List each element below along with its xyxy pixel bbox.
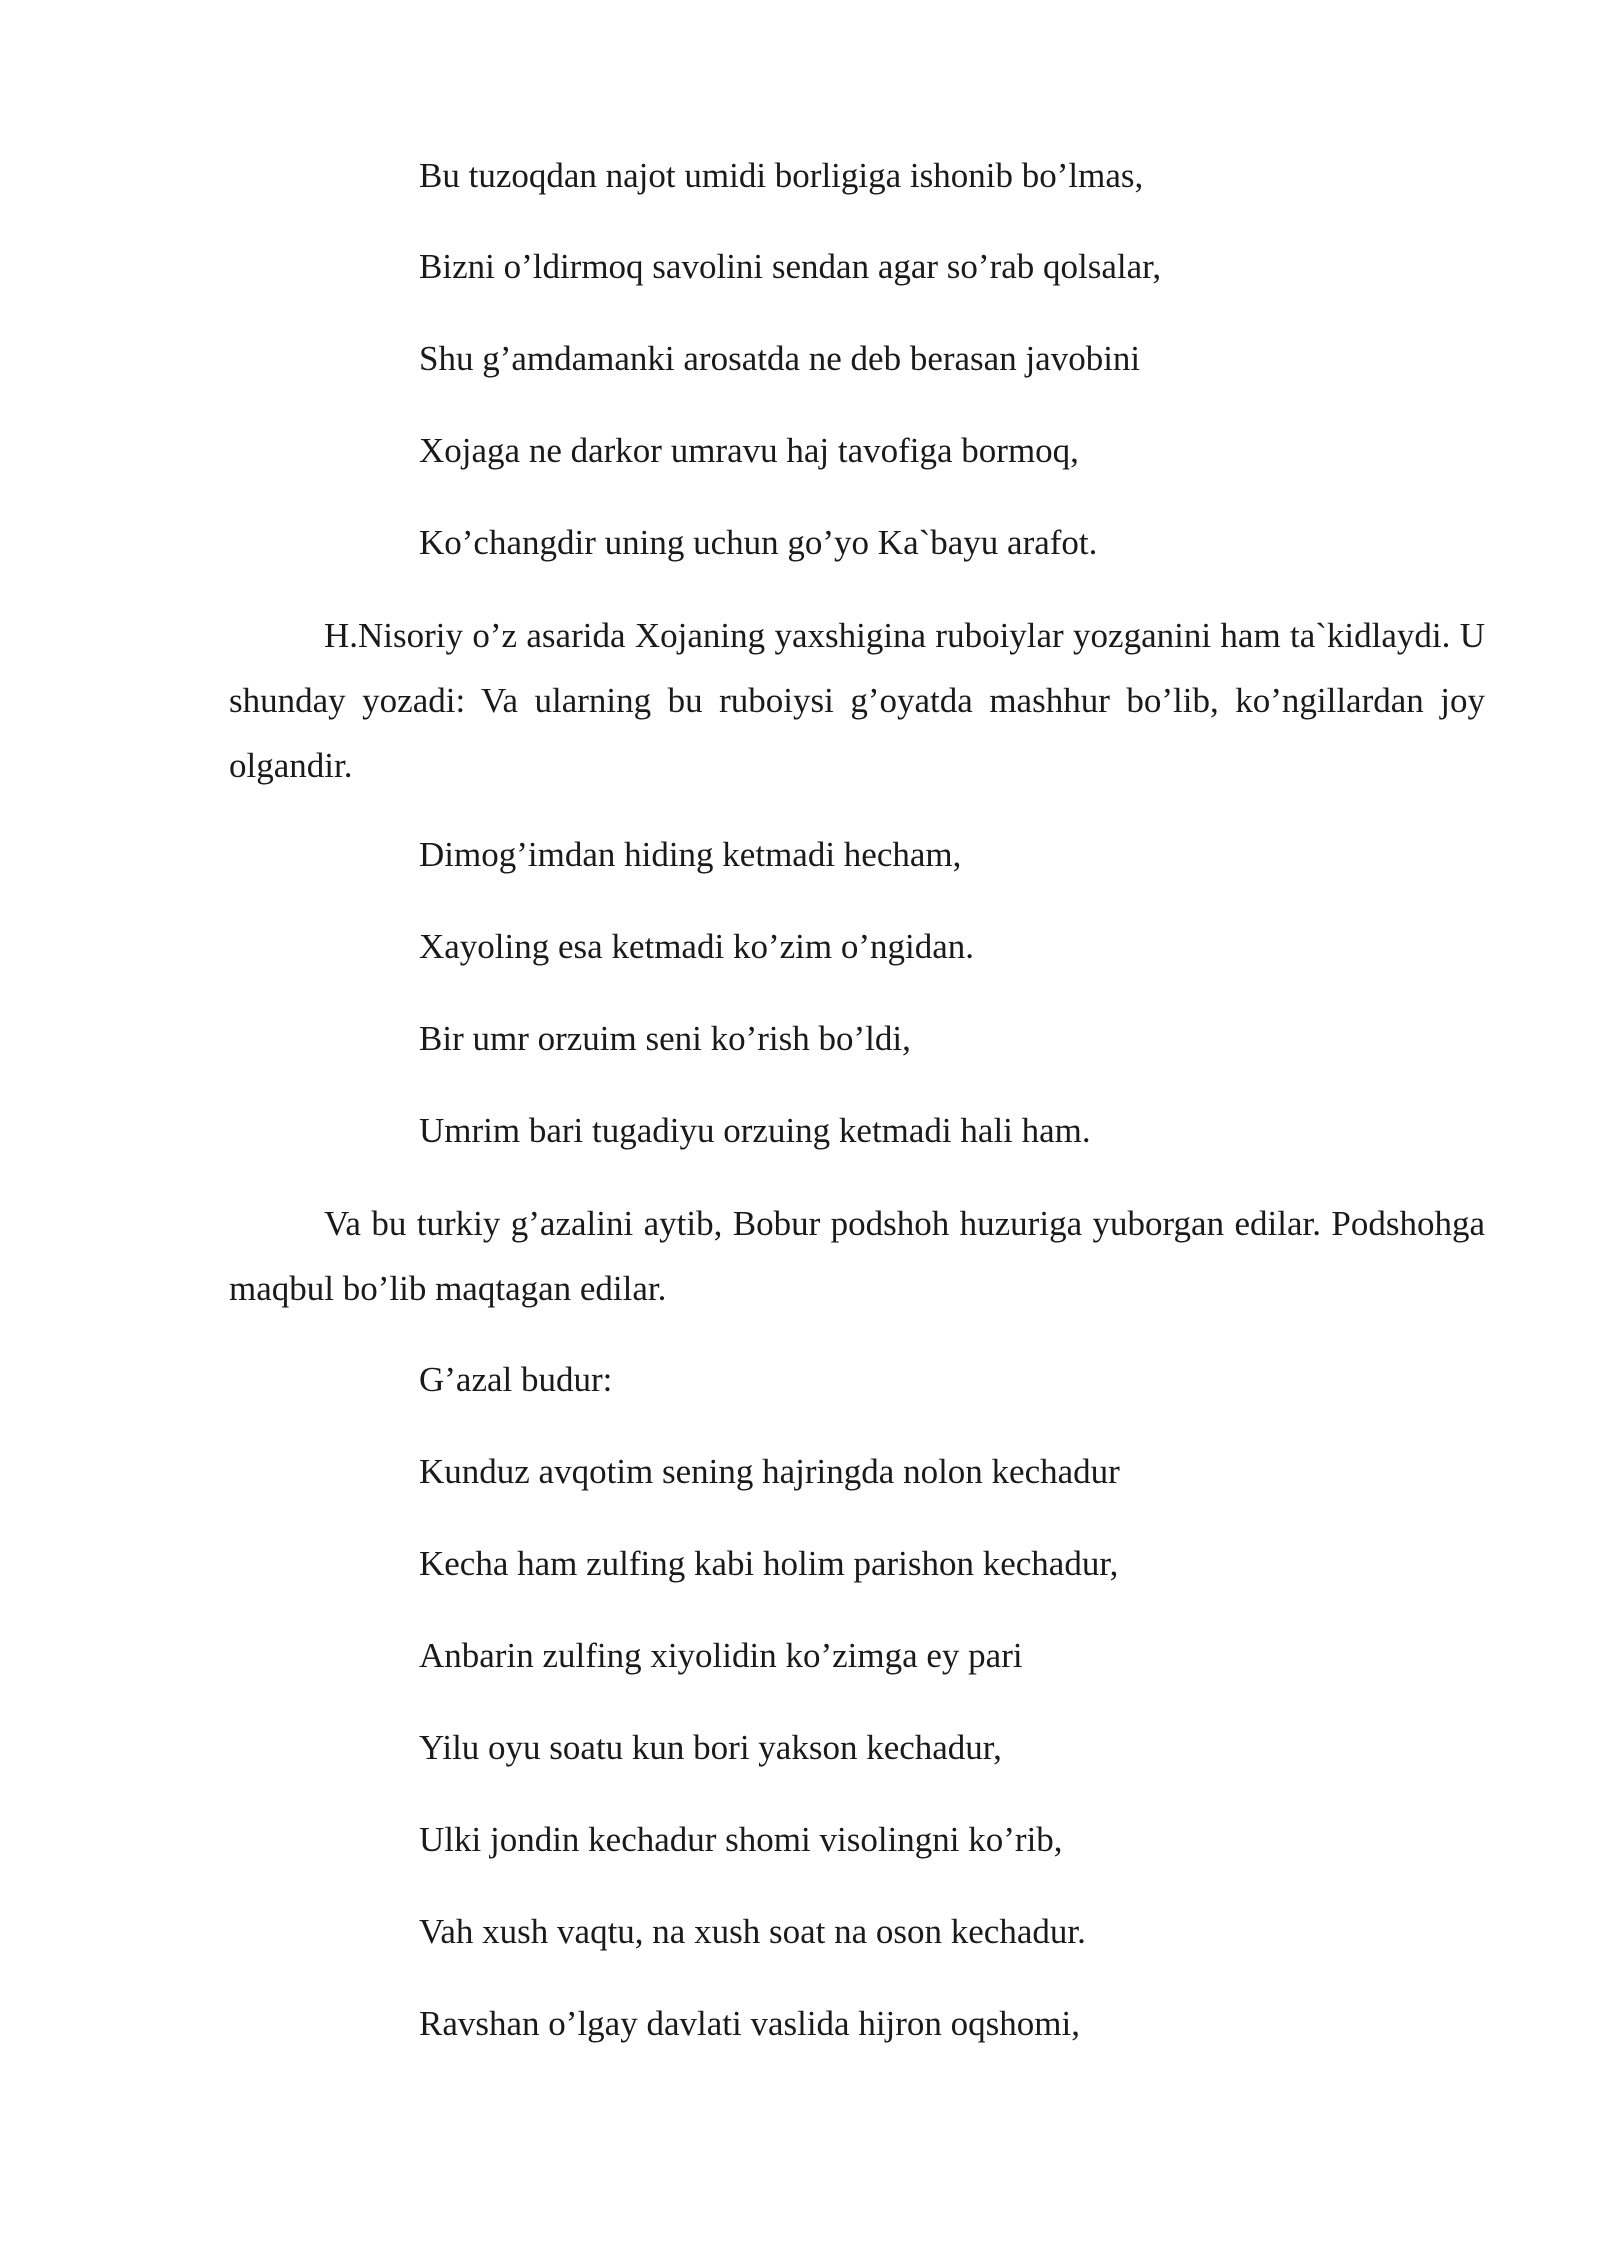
paragraph <box>229 603 1485 798</box>
verse-line: Bir umr orzuim seni ko’rish bo’ldi, <box>419 1019 911 1058</box>
verse-line: Kecha ham zulfing kabi holim parishon kechadur, <box>419 1544 1119 1583</box>
verse-line: G’azal budur: <box>419 1360 613 1399</box>
verse-line: Bizni o’ldirmoq savolini sendan agar so’rab qolsalar, <box>419 247 1162 286</box>
verse-line: Ravshan o’lgay davlati vaslida hijron oqshomi, <box>419 2004 1081 2043</box>
paragraph-text: Va bu turkiy g’azalini aytib, Bobur podshoh huzuriga yuborgan edilar. Podshohga maqbul bo’lib maqtagan edilar. <box>229 1204 1485 1308</box>
verse-line: Xojaga ne darkor umravu haj tavofiga bormoq, <box>419 431 1079 470</box>
verse-line: Anbarin zulfing xiyolidin ko’zimga ey pari <box>419 1636 1023 1675</box>
verse-line: Shu g’amdamanki arosatda ne deb berasan javobini <box>419 339 1141 378</box>
paragraph-text: H.Nisoriy o’z asarida Xojaning yaxshigina ruboiylar yozganini ham ta`kidlaydi. U shunday yozadi: Va ularning bu ruboiysi g’oyatda mashhur bo’lib, ko’ngillardan joy olgandir. <box>229 616 1485 785</box>
verse-line: Dimog’imdan hiding ketmadi hecham, <box>419 835 962 874</box>
verse-line: Umrim bari tugadiyu orzuing ketmadi hali ham. <box>419 1111 1091 1150</box>
paragraph <box>229 1191 1485 1321</box>
verse-line: Ko’changdir uning uchun go’yo Ka`bayu arafot. <box>419 523 1098 562</box>
verse-line: Xayoling esa ketmadi ko’zim o’ngidan. <box>419 927 974 966</box>
verse-line: Yilu oyu soatu kun bori yakson kechadur, <box>419 1728 1002 1767</box>
verse-line: Bu tuzoqdan najot umidi borligiga ishonib bo’lmas, <box>419 156 1144 195</box>
verse-line: Ulki jondin kechadur shomi visolingni ko’rib, <box>419 1820 1063 1859</box>
verse-line: Vah xush vaqtu, na xush soat na oson kechadur. <box>419 1912 1086 1951</box>
verse-line: Kunduz avqotim sening hajringda nolon kechadur <box>419 1452 1120 1491</box>
